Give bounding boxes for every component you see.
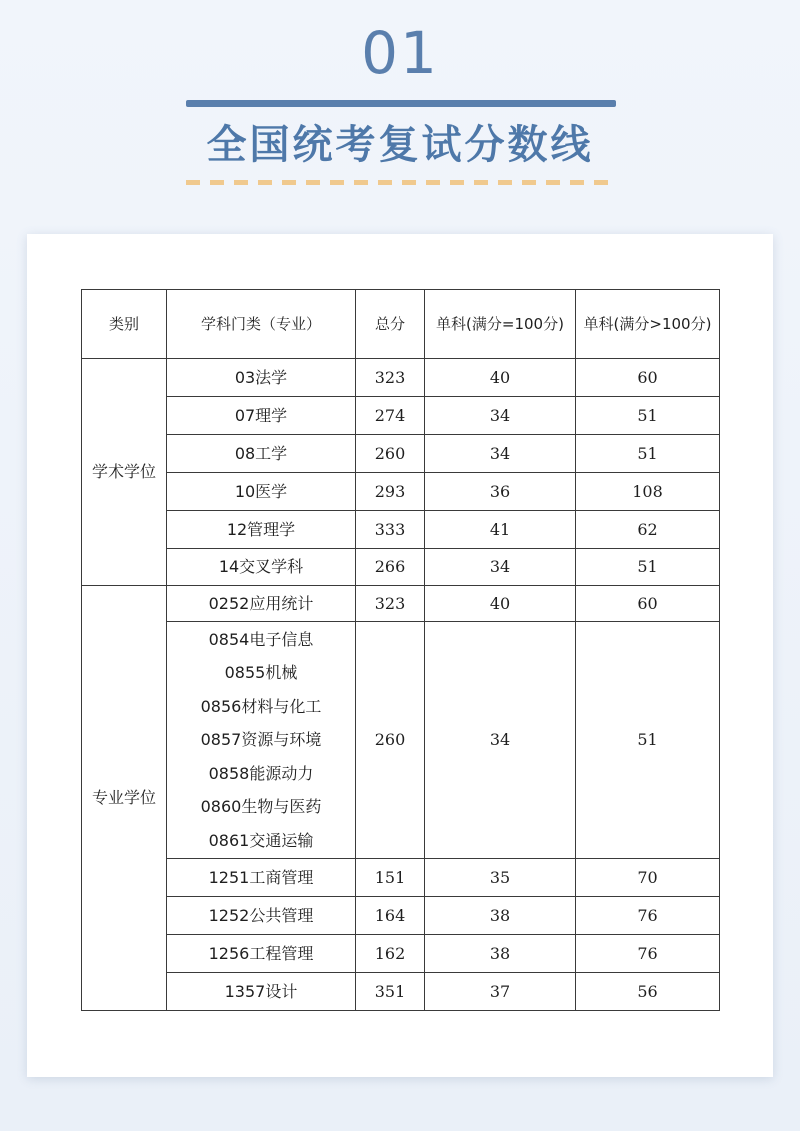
header-divider xyxy=(186,100,616,107)
header-total: 总分 xyxy=(356,290,425,359)
total-cell: 333 xyxy=(356,511,425,549)
single-over-100-cell: 70 xyxy=(576,859,720,897)
subject-cell: 0252应用统计 xyxy=(167,586,356,622)
category-academic: 学术学位 xyxy=(82,359,167,586)
total-cell: 164 xyxy=(356,897,425,935)
total-cell: 162 xyxy=(356,935,425,973)
single-over-100-cell: 56 xyxy=(576,973,720,1011)
header-single-over-100: 单科(满分>100分) xyxy=(576,290,720,359)
subject-cell: 12管理学 xyxy=(167,511,356,549)
total-cell: 260 xyxy=(356,435,425,473)
table-row xyxy=(82,435,720,473)
single-100-cell: 38 xyxy=(425,897,576,935)
total-cell: 151 xyxy=(356,859,425,897)
header-subject: 学科门类（专业） xyxy=(167,290,356,359)
total-cell: 266 xyxy=(356,549,425,586)
subject-cell: 10医学 xyxy=(167,473,356,511)
subject-cell: 14交叉学科 xyxy=(167,549,356,586)
total-cell: 351 xyxy=(356,973,425,1011)
single-100-cell: 34 xyxy=(425,549,576,586)
table-card xyxy=(27,234,773,1077)
single-100-cell: 38 xyxy=(425,935,576,973)
single-over-100-cell: 51 xyxy=(576,622,720,859)
total-cell: 323 xyxy=(356,359,425,397)
subject-cell: 08工学 xyxy=(167,435,356,473)
table-row xyxy=(82,359,720,397)
single-over-100-cell: 76 xyxy=(576,935,720,973)
section-number: 01 xyxy=(361,19,439,87)
single-over-100-cell: 60 xyxy=(576,359,720,397)
table-row xyxy=(82,935,720,973)
single-100-cell: 40 xyxy=(425,359,576,397)
subject-group-item: 0860生物与医药 xyxy=(200,797,322,817)
subject-cell: 03法学 xyxy=(167,359,356,397)
single-100-cell: 34 xyxy=(425,435,576,473)
page-title: 全国统考复试分数线 xyxy=(206,122,594,168)
subject-group-cell xyxy=(167,622,356,859)
single-100-cell: 35 xyxy=(425,859,576,897)
total-cell: 274 xyxy=(356,397,425,435)
header-single-100: 单科(满分=100分) xyxy=(425,290,576,359)
single-100-cell: 41 xyxy=(425,511,576,549)
table-row xyxy=(82,549,720,586)
single-over-100-cell: 51 xyxy=(576,549,720,586)
single-100-cell: 36 xyxy=(425,473,576,511)
category-professional: 专业学位 xyxy=(82,586,167,1011)
single-over-100-cell: 51 xyxy=(576,397,720,435)
table-row xyxy=(82,859,720,897)
subject-cell: 1256工程管理 xyxy=(167,935,356,973)
subject-group-item: 0861交通运输 xyxy=(208,830,314,850)
subject-group-item: 0858能源动力 xyxy=(208,763,314,783)
total-cell: 260 xyxy=(356,622,425,859)
subject-group-item: 0856材料与化工 xyxy=(200,696,322,716)
subject-group-item: 0854电子信息 xyxy=(208,629,314,649)
single-over-100-cell: 62 xyxy=(576,511,720,549)
subject-cell: 1252公共管理 xyxy=(167,897,356,935)
subject-cell: 07理学 xyxy=(167,397,356,435)
table-row xyxy=(82,511,720,549)
subject-cell: 1251工商管理 xyxy=(167,859,356,897)
single-100-cell: 40 xyxy=(425,586,576,622)
table-header-row xyxy=(82,290,720,359)
table-row xyxy=(82,897,720,935)
single-over-100-cell: 76 xyxy=(576,897,720,935)
single-100-cell: 34 xyxy=(425,397,576,435)
subject-cell: 1357设计 xyxy=(167,973,356,1011)
single-over-100-cell: 60 xyxy=(576,586,720,622)
subject-group-item: 0855机械 xyxy=(224,663,298,683)
subject-group-item: 0857资源与环境 xyxy=(200,730,322,750)
dashed-divider xyxy=(186,180,616,185)
single-100-cell: 34 xyxy=(425,622,576,859)
table-row-group xyxy=(82,622,720,859)
single-over-100-cell: 108 xyxy=(576,473,720,511)
table-row xyxy=(82,973,720,1011)
table-row xyxy=(82,473,720,511)
total-cell: 293 xyxy=(356,473,425,511)
single-over-100-cell: 51 xyxy=(576,435,720,473)
header-category: 类别 xyxy=(82,290,167,359)
total-cell: 323 xyxy=(356,586,425,622)
single-100-cell: 37 xyxy=(425,973,576,1011)
table-row xyxy=(82,397,720,435)
score-table xyxy=(81,289,720,1011)
table-row xyxy=(82,586,720,622)
